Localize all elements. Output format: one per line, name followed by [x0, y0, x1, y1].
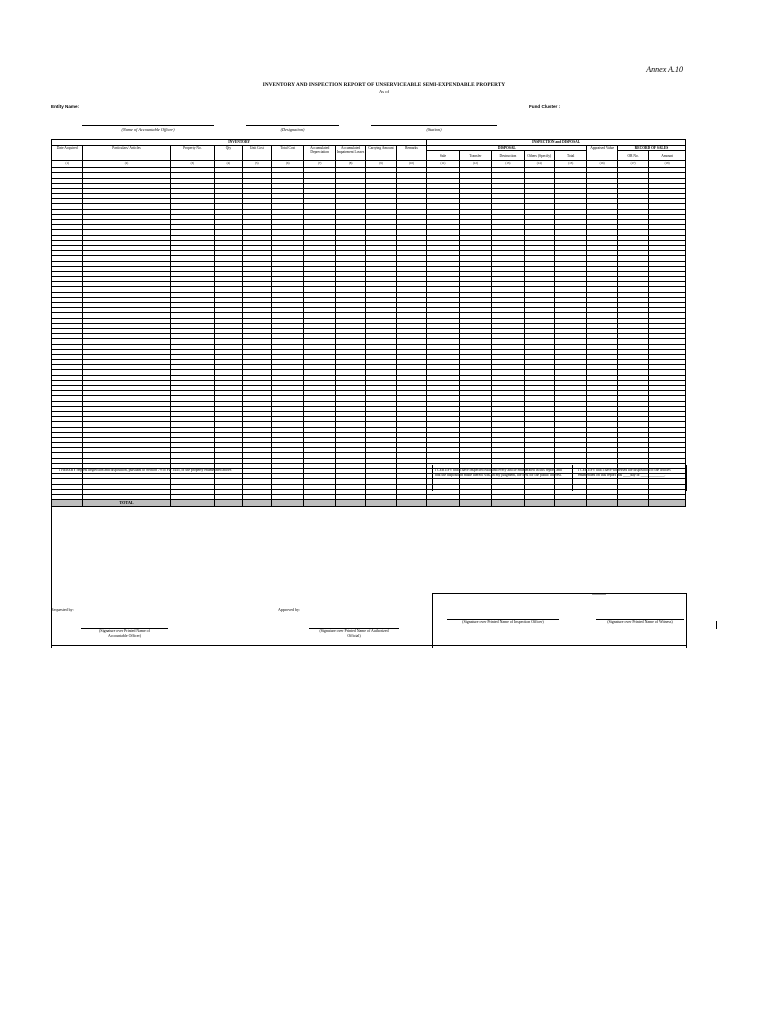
group-inventory: INVENTORY [52, 140, 427, 146]
column-number: (8) [335, 161, 365, 168]
station-caption: (Station) [426, 127, 442, 132]
col-property-no: Property No. [170, 146, 215, 161]
accountable-signature-caption-1: (Signature over Printed Name of [99, 629, 150, 633]
divider [432, 465, 433, 491]
column-number: (7) [304, 161, 335, 168]
entity-name-label: Entity Name: [51, 104, 80, 109]
col-total-cost: Total Cost [272, 146, 304, 161]
column-number: (11) [427, 161, 459, 168]
requested-by-label: Requested by: [51, 607, 74, 612]
divider [432, 593, 686, 594]
column-number: (18) [649, 161, 686, 168]
col-particulars: Particulars/ Articles [83, 146, 170, 161]
column-number: (3) [170, 161, 215, 168]
column-number: (5) [242, 161, 271, 168]
divider [686, 465, 687, 491]
column-number: (6) [272, 161, 304, 168]
col-remarks: Remarks [396, 146, 427, 161]
column-number: (16) [587, 161, 617, 168]
column-number: (10) [396, 161, 427, 168]
total-label: TOTAL [83, 500, 170, 507]
column-number: (2) [83, 161, 170, 168]
column-number: (13) [492, 161, 524, 168]
group-inspection: INSPECTION and DISPOSAL [427, 140, 686, 146]
col-or-no: OR No. [617, 151, 648, 161]
fund-cluster-label: Fund Cluster : [529, 104, 561, 109]
witness-signature-caption: (Signature over Printed Name of Witness) [607, 620, 673, 624]
inspection-signature-caption: (Signature over Printed Name of Inspection Officer) [462, 620, 544, 624]
certification-section [51, 465, 686, 648]
designation-caption: (Designation) [280, 127, 305, 132]
designation-line [246, 125, 339, 126]
inspector-certification: I CERTIFY that I have inspected each and every article enumerated in this report, and that the disposition made thereof was, in my judgment, the best for the public interest. [435, 468, 562, 478]
approved-by-label: Approved by: [278, 607, 301, 612]
inventory-table [51, 139, 686, 507]
col-amount: Amount [649, 151, 686, 161]
divider [432, 593, 433, 648]
report-title: INVENTORY AND INSPECTION REPORT OF UNSERVICEABLE SEMI-EXPENDABLE PROPERTY [262, 82, 506, 88]
group-disposal: DISPOSAL [427, 146, 587, 151]
faint-mark [592, 594, 606, 595]
request-certification: I HEREBY request inspection and disposition, pursuant to Section 79 of PD 1445, of the property enumerated above. [59, 468, 233, 472]
station-line [371, 125, 497, 126]
col-appraised-value: Appraised Value [587, 146, 617, 161]
authorized-signature-caption-2: Official) [347, 634, 361, 638]
col-qty: Qty [215, 146, 242, 161]
request-box [51, 465, 433, 648]
col-sale: Sale [427, 151, 459, 161]
col-transfer: Transfer [459, 151, 491, 161]
column-number: (1) [52, 161, 83, 168]
column-number: (17) [617, 161, 648, 168]
col-carrying-amount: Carrying Amount [366, 146, 396, 161]
col-accumulated-depreciation: Accumulated Depreciation [304, 146, 335, 161]
col-date-acquired: Date Acquired [52, 146, 83, 161]
col-total: Total [555, 151, 587, 161]
annex-label: Annex A.10 [646, 65, 683, 74]
col-accumulated-impairment: Accumulated Impairment Losses [335, 146, 365, 161]
officer-name-line [82, 125, 214, 126]
accountable-signature-caption-2: Accountable Officer) [107, 634, 142, 638]
divider [572, 465, 573, 491]
as-of-label: As of [378, 89, 390, 94]
table-body [52, 161, 686, 507]
group-record-of-sales: RECORD OF SALES [617, 146, 685, 151]
witness-certification: I CERTIFY that I have witnessed the disposition of the articles enumerated on this report this ____day of _____________. [578, 468, 671, 478]
column-number: (12) [459, 161, 491, 168]
column-number: (15) [555, 161, 587, 168]
column-number: (14) [524, 161, 554, 168]
col-destruction: Destruction [492, 151, 524, 161]
col-unit-cost: Unit Cost [242, 146, 271, 161]
column-number: (9) [366, 161, 396, 168]
authorized-signature-caption-1: (Signature over Printed Name of Authorized [319, 629, 389, 633]
column-number-row [52, 161, 686, 168]
column-number: (4) [215, 161, 242, 168]
text-cursor [716, 621, 717, 629]
form-bottom-border [51, 645, 686, 646]
officer-name-caption: (Name of Accountable Officer) [121, 127, 175, 132]
col-others: Others (Specify) [524, 151, 554, 161]
